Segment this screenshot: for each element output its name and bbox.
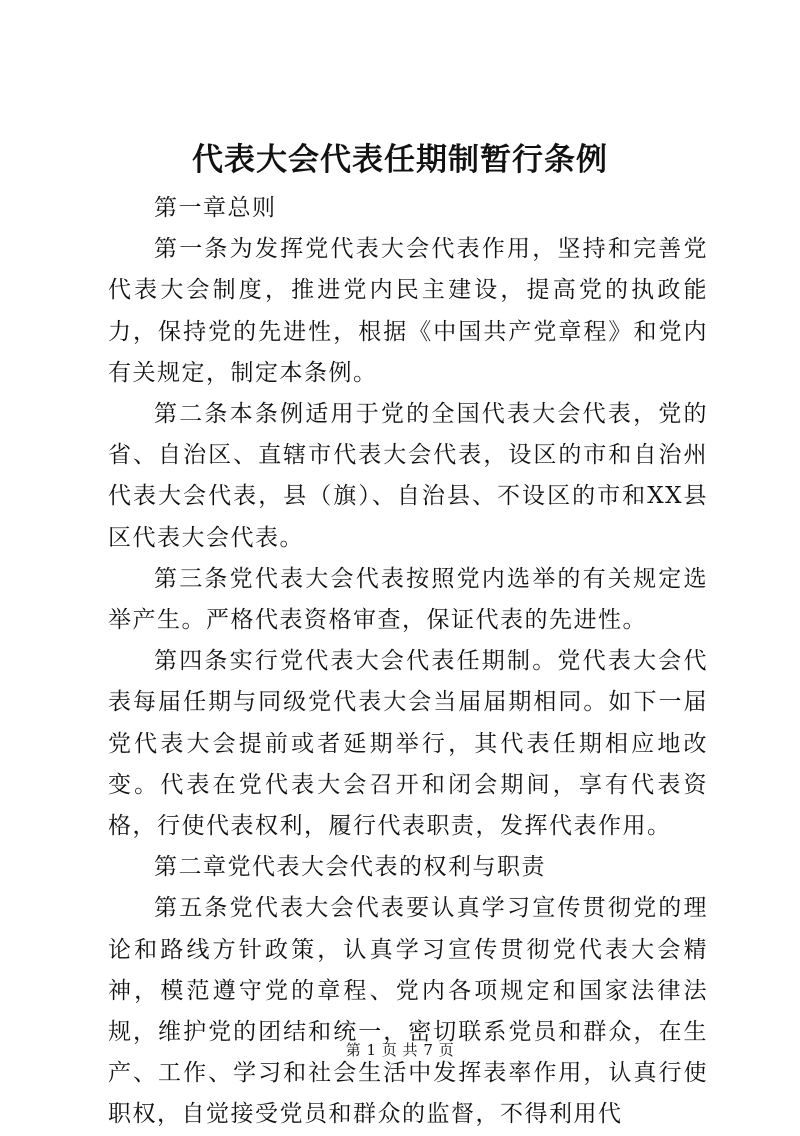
- article-paragraph: 第五条党代表大会代表要认真学习宣传贯彻党的理论和路线方针政策，认真学习宣传贯彻党代表大会精神，模范遵守党的章程、党内各项规定和国家法律法规，维护党的团结和统一，密切联系党员和群众，在生产、工作、学习和社会生活中发挥表率作用，认真行使职权，自觉接受党员和群众的监督，不得利用代: [108, 895, 708, 1128]
- article-paragraph: 第四条实行党代表大会代表任期制。党代表大会代表每届任期与同级党代表大会当届届期相同。如下一届党代表大会提前或者延期举行，其代表任期相应地改变。代表在党代表大会召开和闭会期间，享有代表资格，行使代表权利，履行代表职责，发挥代表作用。: [108, 648, 708, 840]
- chapter-heading: 第一章总则: [154, 195, 277, 221]
- page-number-footer: 第 1 页 共 7 页: [345, 1041, 455, 1059]
- document-title: 代表大会代表任期制暂行条例: [192, 142, 608, 178]
- chapter-heading: 第二章党代表大会代表的权利与职责: [154, 854, 546, 881]
- article-paragraph: 第二条本条例适用于党的全国代表大会代表，党的省、自治区、直辖市代表大会代表，设区的市和自治州代表大会代表，县（旗）、自治县、不设区的市和XX县区代表大会代表。: [108, 401, 708, 551]
- article-paragraph: 第三条党代表大会代表按照党内选举的有关规定选举产生。严格代表资格审查，保证代表的先进性。: [108, 565, 708, 634]
- article-paragraph: 第一条为发挥党代表大会代表作用，坚持和完善党代表大会制度，推进党内民主建设，提高党的执政能力，保持党的先进性，根据《中国共产党章程》和党内有关规定，制定本条例。: [108, 236, 708, 386]
- document-body: [108, 188, 708, 1136]
